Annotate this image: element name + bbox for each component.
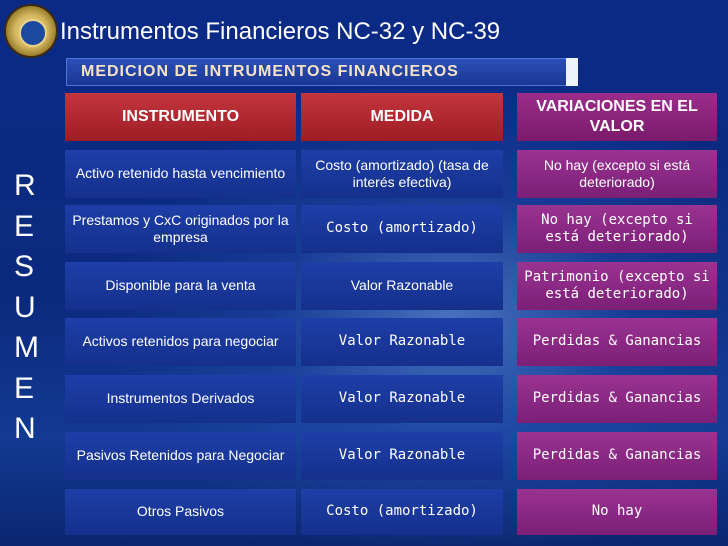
cell-medida: Valor Razonable	[301, 262, 503, 310]
cell-instrumento: Instrumentos Derivados	[65, 375, 296, 423]
cell-variaciones: No hay (excepto si está deteriorado)	[517, 150, 717, 198]
cell-variaciones: Patrimonio (excepto si está deteriorado)	[517, 262, 717, 310]
cell-medida: Costo (amortizado) (tasa de interés efectiva)	[301, 150, 503, 198]
cell-instrumento: Activos retenidos para negociar	[65, 318, 296, 366]
section-subtitle: MEDICION DE INTRUMENTOS FINANCIEROS	[81, 63, 459, 80]
cell-instrumento: Otros Pasivos	[65, 489, 296, 535]
vertical-label-resumen	[14, 166, 50, 450]
cell-instrumento: Pasivos Retenidos para Negociar	[65, 432, 296, 480]
vertical-letter: R	[14, 169, 36, 202]
vertical-letter: S	[14, 250, 35, 283]
vertical-letter: E	[14, 371, 35, 405]
vertical-letter: M	[14, 331, 39, 364]
university-seal-icon	[4, 4, 58, 58]
vertical-letter: U	[14, 290, 36, 324]
cell-medida: Valor Razonable	[301, 432, 503, 480]
cell-instrumento: Activo retenido hasta vencimiento	[65, 150, 296, 198]
cell-medida: Valor Razonable	[301, 375, 503, 423]
column-header-variaciones: VARIACIONES EN EL VALOR	[517, 93, 717, 141]
seal-center	[19, 19, 47, 47]
cell-instrumento: Prestamos y CxC originados por la empresa	[65, 205, 296, 253]
section-subtitle-band	[66, 58, 578, 86]
cell-variaciones: No hay (excepto si está deteriorado)	[517, 205, 717, 253]
cell-variaciones: Perdidas & Ganancias	[517, 318, 717, 366]
vertical-letter: N	[14, 412, 36, 445]
cell-variaciones: Perdidas & Ganancias	[517, 375, 717, 423]
cell-medida: Costo (amortizado)	[301, 205, 503, 253]
vertical-letter: E	[14, 209, 35, 243]
cell-medida: Costo (amortizado)	[301, 489, 503, 535]
cell-instrumento: Disponible para la venta	[65, 262, 296, 310]
cell-medida: Valor Razonable	[301, 318, 503, 366]
cell-variaciones: No hay	[517, 489, 717, 535]
subtitle-band-accent	[566, 58, 578, 86]
column-header-medida: MEDIDA	[301, 93, 503, 141]
cell-variaciones: Perdidas & Ganancias	[517, 432, 717, 480]
page-title: Instrumentos Financieros NC-32 y NC-39	[60, 18, 501, 45]
column-header-instrumento: INSTRUMENTO	[65, 93, 296, 141]
